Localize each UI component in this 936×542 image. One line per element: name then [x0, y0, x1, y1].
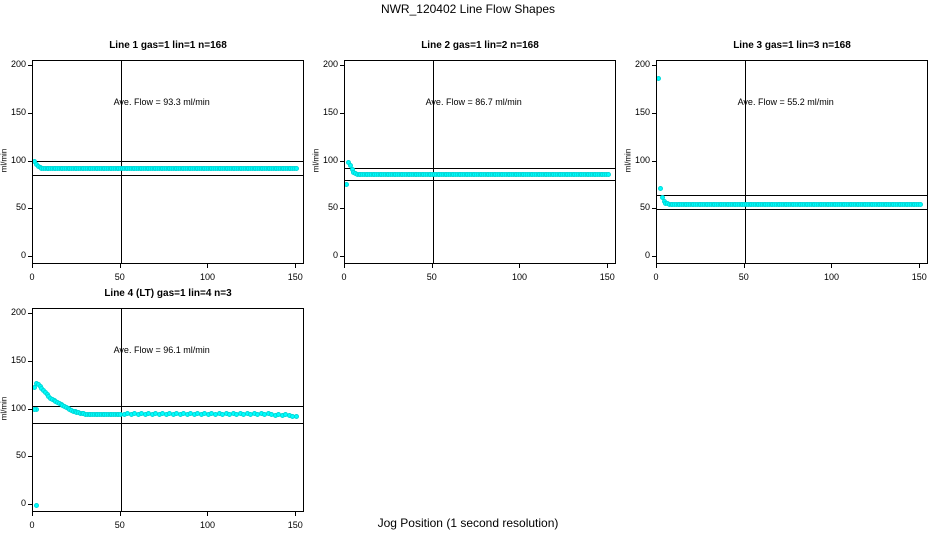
y-tick-mark [652, 65, 656, 66]
y-tick-label: 200 [10, 306, 26, 317]
reference-hline [345, 180, 615, 181]
x-tick-label: 50 [738, 272, 749, 282]
figure-title: NWR_120402 Line Flow Shapes [380, 2, 556, 16]
y-tick-mark [340, 208, 344, 209]
panel-line-2 [312, 26, 634, 294]
y-tick-label: 50 [327, 202, 338, 213]
ave-flow-annotation: Ave. Flow = 55.2 ml/min [737, 97, 834, 108]
x-tick-label: 50 [426, 272, 437, 282]
y-tick-label: 150 [10, 106, 26, 117]
y-tick-mark [28, 456, 32, 457]
x-tick-label: 100 [199, 520, 215, 530]
data-point [656, 76, 661, 81]
y-tick-label: 150 [634, 106, 650, 117]
reference-hline [345, 168, 615, 169]
y-tick-mark [652, 161, 656, 162]
x-tick-label: 150 [599, 272, 615, 282]
y-tick-label: 0 [20, 498, 26, 509]
x-tick-mark [120, 264, 121, 268]
reference-vline [121, 61, 122, 263]
y-tick-label: 50 [639, 202, 650, 213]
reference-vline [433, 61, 434, 263]
x-tick-mark [607, 264, 608, 268]
plot-area [344, 60, 616, 264]
x-tick-mark [519, 264, 520, 268]
data-point [294, 414, 299, 419]
x-tick-label: 100 [199, 272, 215, 282]
x-tick-mark [744, 264, 745, 268]
y-tick-mark [28, 113, 32, 114]
y-tick-mark [28, 208, 32, 209]
x-tick-mark [295, 264, 296, 268]
ave-flow-annotation: Ave. Flow = 93.3 ml/min [113, 97, 210, 108]
reference-hline [33, 175, 303, 176]
plot-area [656, 60, 928, 264]
data-point [34, 503, 39, 508]
x-tick-label: 100 [511, 272, 527, 282]
ave-flow-annotation: Ave. Flow = 86.7 ml/min [425, 97, 522, 108]
reference-hline [33, 161, 303, 162]
reference-hline [33, 406, 303, 407]
y-tick-label: 0 [332, 250, 338, 261]
y-tick-mark [340, 256, 344, 257]
data-point [344, 182, 349, 187]
x-tick-mark [32, 264, 33, 268]
x-tick-mark [432, 264, 433, 268]
y-tick-label: 100 [10, 402, 26, 413]
reference-hline [657, 195, 927, 196]
y-tick-mark [28, 313, 32, 314]
y-tick-mark [28, 161, 32, 162]
y-tick-mark [28, 361, 32, 362]
y-tick-label: 50 [15, 202, 26, 213]
x-tick-label: 50 [114, 272, 125, 282]
x-tick-label: 0 [341, 272, 347, 282]
y-tick-label: 150 [322, 106, 338, 117]
x-tick-label: 100 [823, 272, 839, 282]
x-tick-label: 150 [287, 520, 303, 530]
x-tick-mark [831, 264, 832, 268]
data-point [606, 172, 611, 177]
y-tick-mark [652, 113, 656, 114]
panel-line-3 [624, 26, 936, 294]
y-tick-label: 150 [10, 354, 26, 365]
x-tick-mark [344, 264, 345, 268]
reference-hline [33, 423, 303, 424]
data-point [918, 202, 923, 207]
panel-line-1 [0, 26, 322, 294]
y-tick-label: 100 [634, 154, 650, 165]
x-tick-mark [919, 264, 920, 268]
y-tick-mark [28, 409, 32, 410]
panel-title: Line 4 (LT) gas=1 lin=4 n=3 [104, 288, 232, 299]
x-tick-label: 150 [911, 272, 927, 282]
y-axis-label: ml/min [311, 148, 321, 173]
x-tick-label: 50 [114, 520, 125, 530]
y-tick-label: 100 [10, 154, 26, 165]
y-axis-label: ml/min [0, 148, 9, 173]
y-tick-mark [652, 208, 656, 209]
ave-flow-annotation: Ave. Flow = 96.1 ml/min [113, 345, 210, 356]
panel-line-4 [0, 274, 322, 542]
y-tick-mark [340, 161, 344, 162]
x-tick-label: 0 [653, 272, 659, 282]
y-tick-mark [340, 113, 344, 114]
data-point [294, 166, 299, 171]
plot-area [32, 60, 304, 264]
x-tick-label: 150 [287, 272, 303, 282]
y-tick-label: 200 [634, 58, 650, 69]
x-tick-mark [207, 264, 208, 268]
reference-vline [745, 61, 746, 263]
y-tick-label: 200 [322, 58, 338, 69]
panel-title: Line 2 gas=1 lin=2 n=168 [421, 40, 539, 51]
y-tick-label: 0 [644, 250, 650, 261]
y-tick-mark [28, 65, 32, 66]
y-tick-mark [340, 65, 344, 66]
panel-title: Line 3 gas=1 lin=3 n=168 [733, 40, 851, 51]
y-tick-label: 50 [15, 450, 26, 461]
data-point [658, 186, 663, 191]
y-tick-mark [28, 256, 32, 257]
y-axis-label: ml/min [0, 396, 9, 421]
y-tick-label: 0 [20, 250, 26, 261]
y-tick-mark [652, 256, 656, 257]
x-tick-label: 0 [29, 272, 35, 282]
reference-vline [121, 309, 122, 511]
x-axis-title: Jog Position (1 second resolution) [377, 516, 559, 530]
plot-area [32, 308, 304, 512]
y-axis-label: ml/min [623, 148, 633, 173]
y-tick-mark [28, 504, 32, 505]
x-tick-mark [656, 264, 657, 268]
panel-title: Line 1 gas=1 lin=1 n=168 [109, 40, 227, 51]
reference-hline [657, 209, 927, 210]
y-tick-label: 200 [10, 58, 26, 69]
y-tick-label: 100 [322, 154, 338, 165]
x-tick-label: 0 [29, 520, 35, 530]
